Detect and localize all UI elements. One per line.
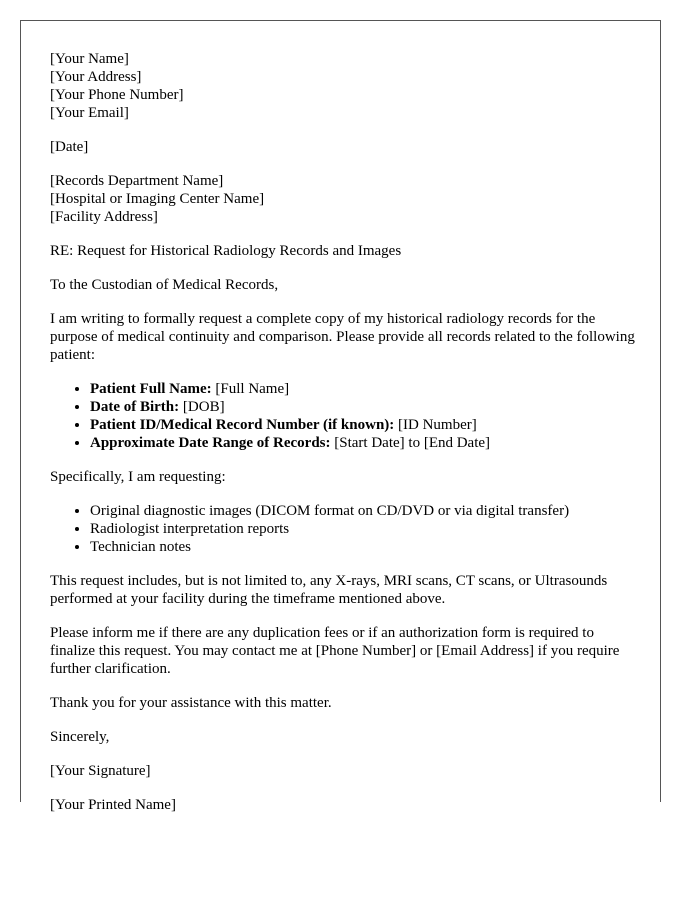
- list-item: • Technician notes: [90, 538, 640, 556]
- sender-phone: [Your Phone Number]: [50, 87, 184, 103]
- list-item: [90, 380, 640, 398]
- detail-label: Approximate Date Range of Records:: [90, 435, 331, 451]
- fees-paragraph: Please inform me if there are any duplication fees or if an authorization form is required to finalize this request. You may contact me at [Phone Number] or [Email Address] if you require further clarification.: [50, 625, 620, 677]
- detail-value: [ID Number]: [394, 417, 477, 433]
- detail-value: [Start Date] to [End Date]: [330, 435, 491, 451]
- scope-paragraph: This request includes, but is not limited to, any X-rays, MRI scans, CT scans, or Ultrasounds performed at your facility during the timeframe mentioned above.: [50, 573, 608, 607]
- subject-line: RE: Request for Historical Radiology Records and Images: [50, 243, 402, 259]
- detail-label: Date of Birth:: [90, 399, 180, 415]
- sender-block: [50, 50, 640, 122]
- requesting-intro: Specifically, I am requesting:: [50, 469, 226, 485]
- letter-body: [50, 50, 640, 830]
- closing: Sincerely,: [50, 729, 110, 745]
- letter-page: [20, 20, 661, 813]
- recipient-address: [Facility Address]: [50, 209, 158, 225]
- intro-paragraph: I am writing to formally request a complete copy of my historical radiology records for the purpose of medical continuity and comparison. Please provide all records related to the following patient:: [50, 311, 635, 363]
- signature: [Your Signature]: [50, 763, 151, 779]
- detail-value: [Full Name]: [211, 381, 290, 397]
- recipient-department: [Records Department Name]: [50, 173, 224, 189]
- printed-name: [Your Printed Name]: [50, 797, 176, 813]
- sender-email: [Your Email]: [50, 105, 129, 121]
- requested-items-list: [50, 502, 640, 556]
- detail-value: [DOB]: [179, 399, 225, 415]
- list-item: [90, 398, 640, 416]
- thanks-paragraph: Thank you for your assistance with this matter.: [50, 695, 332, 711]
- salutation: To the Custodian of Medical Records,: [50, 277, 279, 293]
- list-item: • Radiologist interpretation reports: [90, 520, 640, 538]
- letter-date: [Date]: [50, 139, 89, 155]
- recipient-facility: [Hospital or Imaging Center Name]: [50, 191, 265, 207]
- sender-address: [Your Address]: [50, 69, 142, 85]
- detail-label: Patient Full Name:: [90, 381, 212, 397]
- list-item: [90, 434, 640, 452]
- list-item: [90, 416, 640, 434]
- recipient-block: [50, 172, 640, 226]
- sender-name: [Your Name]: [50, 51, 129, 67]
- detail-label: Patient ID/Medical Record Number (if known):: [90, 417, 395, 433]
- list-item: • Original diagnostic images (DICOM format on CD/DVD or via digital transfer): [90, 502, 640, 520]
- patient-details-list: [50, 380, 640, 452]
